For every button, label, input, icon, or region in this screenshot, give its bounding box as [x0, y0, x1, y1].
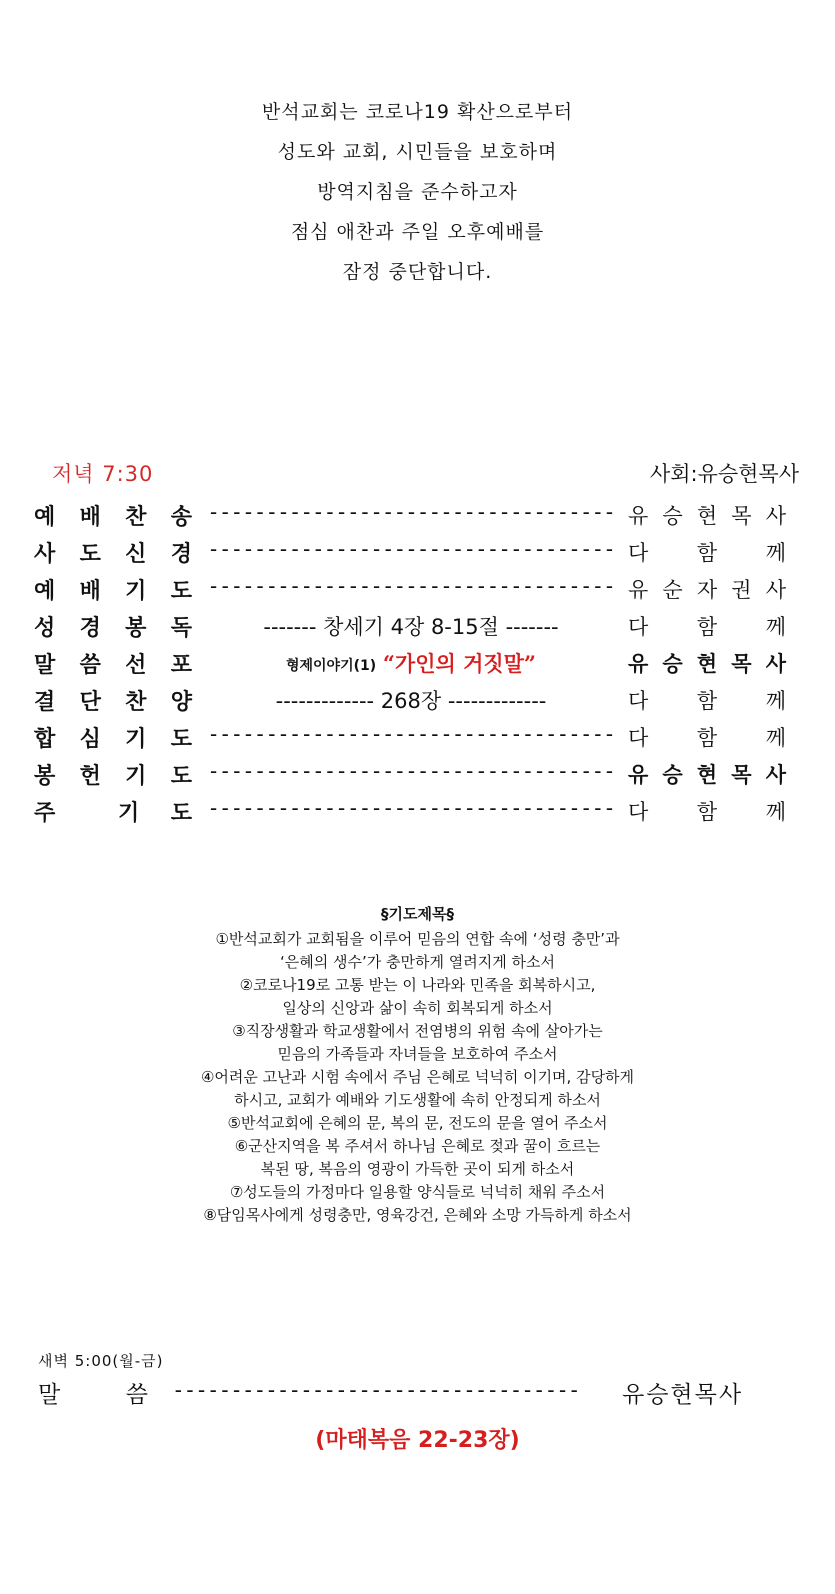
order-label [34, 611, 192, 642]
person-char: 함 [696, 541, 718, 565]
label-char: 말 [38, 1382, 61, 1408]
notice-line: 방역지침을 준수하고자 [317, 181, 518, 203]
scripture-reading: ------- 창세기 4장 8-15절 ------- [263, 615, 559, 639]
order-person [628, 759, 786, 789]
order-row-sermon [0, 644, 835, 681]
person-char: 다 [628, 689, 649, 713]
order-person [628, 574, 786, 604]
prayer-line: 일상의 신앙과 삶이 속히 회복되게 하소서 [282, 999, 553, 1017]
person-char: 유 [628, 763, 649, 787]
label-char: 기 [125, 579, 147, 604]
prayer-line: ⑦성도들의 가정마다 일용할 양식들로 넉넉히 채워 주소서 [229, 1183, 606, 1201]
order-person [628, 500, 786, 530]
sermon-title: “가인의 거짓말” [382, 651, 537, 676]
dawn-leader: ----------------------------------- [172, 1378, 580, 1402]
label-char: 도 [79, 542, 101, 567]
person-char: 유 [628, 578, 649, 602]
label-char: 씀 [125, 1382, 148, 1408]
label-char: 도 [170, 579, 192, 604]
label-char: 결 [34, 690, 56, 715]
person-char: 함 [696, 800, 718, 824]
person-char: 사 [765, 763, 786, 787]
prayer-line: ⑤반석교회에 은혜의 문, 복의 문, 전도의 문을 열어 주소서 [227, 1114, 608, 1132]
order-row [0, 792, 835, 829]
label-char: 봉 [34, 764, 56, 789]
prayer-line: ‘은혜의 생수’가 충만하게 열려지게 하소서 [280, 953, 555, 971]
person-char: 다 [628, 800, 649, 824]
label-char: 주 [34, 801, 56, 826]
person-char: 사 [765, 504, 786, 528]
label-char: 단 [79, 690, 101, 715]
label-char: 심 [79, 727, 101, 752]
label-char: 포 [170, 653, 192, 678]
person-char: 권 [731, 578, 752, 602]
person-char: 현 [696, 652, 718, 676]
order-label [34, 722, 192, 753]
order-row [0, 681, 835, 718]
label-char: 헌 [79, 764, 101, 789]
order-label [34, 500, 192, 531]
person-char: 다 [628, 541, 649, 565]
order-leader: ----------------------------------- [207, 537, 615, 561]
person-char: 현 [696, 504, 718, 528]
person-char: 함 [696, 726, 718, 750]
dawn-scripture: (마태복음 22-23장) [315, 1428, 520, 1453]
label-char: 찬 [125, 690, 147, 715]
order-person [628, 796, 786, 826]
prayer-line: 하시고, 교회가 예배와 기도생활에 속히 안정되게 하소서 [234, 1091, 601, 1109]
prayer-line: ③직장생활과 학교생활에서 전염병의 위험 속에 살아가는 [232, 1022, 603, 1040]
dawn-time: 새벽 5:00(월-금) [38, 1352, 164, 1370]
label-char: 기 [125, 727, 147, 752]
dawn-row [0, 1376, 835, 1416]
order-person [628, 685, 786, 715]
order-label [34, 574, 192, 605]
order-label [34, 685, 192, 716]
person-char: 승 [662, 504, 683, 528]
order-label [34, 759, 192, 790]
notice-line: 반석교회는 코로나19 확산으로부터 [261, 101, 574, 123]
sermon-series: 형제이야기(1) [285, 658, 377, 674]
label-char: 도 [170, 764, 192, 789]
order-row [0, 533, 835, 570]
label-char: 예 [34, 505, 56, 530]
person-char: 목 [731, 652, 752, 676]
person-char: 께 [765, 689, 786, 713]
person-char: 함 [696, 615, 718, 639]
worship-order [0, 496, 835, 829]
prayer-line: 믿음의 가족들과 자녀들을 보호하여 주소서 [277, 1045, 558, 1063]
prayer-requests [0, 903, 835, 1227]
label-char: 도 [170, 801, 192, 826]
label-char: 양 [170, 690, 192, 715]
label-char: 기 [118, 801, 140, 826]
label-char: 신 [125, 542, 147, 567]
person-char: 유 [628, 504, 649, 528]
person-char: 승 [662, 763, 683, 787]
prayer-line: ④어려운 고난과 시험 속에서 주님 은혜로 넉넉히 이기며, 감당하게 [200, 1068, 635, 1086]
prayer-line: 복된 땅, 복음의 영광이 가득한 곳이 되게 하소서 [260, 1160, 575, 1178]
label-char: 독 [170, 616, 192, 641]
order-row [0, 607, 835, 644]
order-row [0, 570, 835, 607]
prayer-line: ⑧담임목사에게 성령충만, 영육강건, 은혜와 소망 가득하게 하소서 [203, 1206, 632, 1224]
notice-line: 점심 애찬과 주일 오후예배를 [290, 221, 545, 243]
person-char: 승 [662, 652, 683, 676]
dawn-speaker: 유승현목사 [622, 1382, 744, 1408]
label-char: 봉 [125, 616, 147, 641]
label-char: 배 [79, 579, 101, 604]
person-char: 유 [628, 652, 649, 676]
label-char: 도 [170, 727, 192, 752]
order-leader: ----------------------------------- [207, 722, 615, 746]
order-person [628, 722, 786, 752]
label-char: 사 [34, 542, 56, 567]
person-char: 함 [696, 689, 718, 713]
person-char: 께 [765, 541, 786, 565]
prayer-line: ①반석교회가 교회됨을 이루어 믿음의 연합 속에 ‘성령 충만’과 [215, 930, 620, 948]
person-char: 께 [765, 726, 786, 750]
person-char: 순 [662, 578, 683, 602]
dawn-label [38, 1376, 148, 1409]
order-leader: ----------------------------------- [207, 500, 615, 524]
label-char: 경 [79, 616, 101, 641]
evening-time: 저녁 7:30 [52, 462, 154, 486]
person-char: 께 [765, 800, 786, 824]
notice-line: 성도와 교회, 시민들을 보호하며 [277, 141, 558, 163]
label-char: 찬 [125, 505, 147, 530]
label-char: 합 [34, 727, 56, 752]
order-leader: ----------------------------------- [207, 796, 615, 820]
label-char: 기 [125, 764, 147, 789]
order-row [0, 755, 835, 792]
person-char: 현 [696, 763, 718, 787]
person-char: 자 [696, 578, 718, 602]
order-leader: ----------------------------------- [207, 574, 615, 598]
order-leader: ----------------------------------- [207, 759, 615, 783]
order-person [628, 537, 786, 567]
label-char: 경 [170, 542, 192, 567]
label-char: 송 [170, 505, 192, 530]
person-char: 다 [628, 726, 649, 750]
notice [0, 92, 835, 292]
label-char: 예 [34, 579, 56, 604]
person-char: 사 [765, 652, 786, 676]
label-char: 배 [79, 505, 101, 530]
order-label [34, 648, 192, 679]
hymn-number: ------------- 268장 ------------- [275, 689, 547, 713]
order-row [0, 496, 835, 533]
order-person [628, 611, 786, 641]
notice-line: 잠정 중단합니다. [342, 261, 493, 283]
prayer-line: ②코로나19로 고통 받는 이 나라와 민족을 회복하시고, [239, 976, 596, 994]
label-char: 말 [34, 653, 56, 678]
order-label [34, 796, 192, 827]
order-person [628, 648, 786, 678]
person-char: 께 [765, 615, 786, 639]
person-char: 목 [731, 763, 752, 787]
person-char: 사 [765, 578, 786, 602]
order-row [0, 718, 835, 755]
person-char: 다 [628, 615, 649, 639]
sermon-info [196, 648, 626, 678]
evening-host: 사회:유승현목사 [649, 462, 799, 486]
prayer-title: §기도제목§ [381, 905, 454, 923]
label-char: 성 [34, 616, 56, 641]
order-label [34, 537, 192, 568]
prayer-line: ⑥군산지역을 복 주셔서 하나님 은혜로 젖과 꿀이 흐르는 [234, 1137, 601, 1155]
label-char: 선 [125, 653, 147, 678]
person-char: 목 [731, 504, 752, 528]
label-char: 씀 [79, 653, 101, 678]
